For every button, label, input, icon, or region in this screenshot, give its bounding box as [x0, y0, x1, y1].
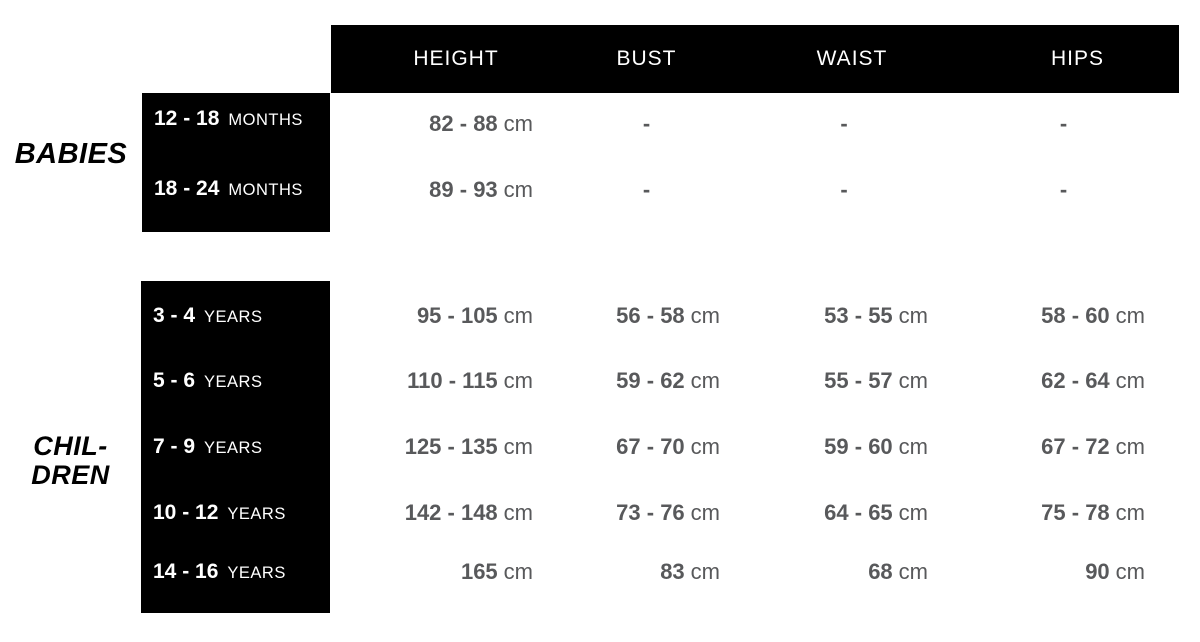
waist-value: - — [840, 111, 848, 136]
height-cell — [331, 107, 553, 141]
hips-unit: cm — [1115, 434, 1145, 459]
height-cell — [331, 555, 553, 589]
age-row-18-24-months — [154, 174, 328, 204]
waist-value: 55 - 57 — [824, 368, 893, 393]
bust-cell — [553, 107, 740, 141]
children-age-box — [141, 281, 330, 613]
bust-value: 83 — [660, 559, 685, 584]
waist-cell — [740, 173, 948, 207]
hips-unit: cm — [1115, 559, 1145, 584]
group-label-babies: BABIES — [14, 138, 128, 170]
bust-value: 56 - 58 — [616, 303, 685, 328]
age-row-7-9-years — [153, 432, 328, 462]
bust-cell — [553, 430, 740, 464]
age-unit: YEARS — [227, 505, 286, 523]
waist-unit: cm — [898, 303, 928, 328]
bust-cell — [553, 364, 740, 398]
waist-cell — [740, 430, 948, 464]
height-value: 142 - 148 — [404, 500, 498, 525]
age-range: 10 - 12 — [153, 501, 219, 524]
waist-cell — [740, 555, 948, 589]
bust-value: - — [642, 177, 651, 202]
height-unit: cm — [503, 303, 533, 328]
age-unit: YEARS — [204, 308, 263, 326]
hips-unit: cm — [1115, 303, 1145, 328]
height-unit: cm — [503, 434, 533, 459]
waist-value: 68 — [868, 559, 893, 584]
age-unit: MONTHS — [228, 181, 303, 199]
hips-cell — [948, 430, 1179, 464]
age-unit: MONTHS — [228, 111, 303, 129]
hips-value: - — [1059, 111, 1068, 136]
height-value: 125 - 135 — [404, 434, 498, 459]
waist-cell — [740, 299, 948, 333]
waist-unit: cm — [898, 434, 928, 459]
age-row-3-4-years — [153, 301, 328, 331]
age-unit: YEARS — [227, 564, 286, 582]
group-label-children — [0, 432, 141, 490]
age-range: 12 - 18 — [154, 107, 220, 130]
column-header-waist: WAIST — [816, 47, 888, 70]
age-unit: YEARS — [204, 373, 263, 391]
table-row-children-5-6 — [331, 364, 1179, 398]
age-row-5-6-years — [153, 366, 328, 396]
waist-value: 59 - 60 — [824, 434, 893, 459]
bust-cell — [553, 555, 740, 589]
group-label-children-line2: DREN — [31, 460, 110, 490]
height-cell — [331, 364, 553, 398]
waist-value: 64 - 65 — [824, 500, 893, 525]
height-value: 82 - 88 — [429, 111, 498, 136]
waist-unit: cm — [898, 368, 928, 393]
hips-value: 67 - 72 — [1041, 434, 1110, 459]
height-cell — [331, 496, 553, 530]
height-value: 95 - 105 — [416, 303, 498, 328]
height-cell — [331, 299, 553, 333]
age-range: 7 - 9 — [153, 435, 196, 458]
bust-unit: cm — [690, 434, 720, 459]
hips-value: 58 - 60 — [1041, 303, 1110, 328]
table-row-children-7-9 — [331, 430, 1179, 464]
table-row-children-3-4 — [331, 299, 1179, 333]
bust-value: 67 - 70 — [616, 434, 685, 459]
table-row-children-10-12 — [331, 496, 1179, 530]
group-label-children-line1: CHIL- — [33, 431, 108, 461]
hips-cell — [948, 496, 1179, 530]
column-header-hips: HIPS — [1050, 47, 1104, 70]
bust-unit: cm — [690, 559, 720, 584]
babies-age-box — [142, 93, 330, 232]
waist-unit: cm — [898, 559, 928, 584]
waist-cell — [740, 364, 948, 398]
bust-cell — [553, 173, 740, 207]
waist-value: - — [840, 177, 848, 202]
height-value: 89 - 93 — [429, 177, 498, 202]
bust-cell — [553, 299, 740, 333]
height-cell — [331, 430, 553, 464]
hips-value: 62 - 64 — [1041, 368, 1110, 393]
height-unit: cm — [503, 500, 533, 525]
age-range: 5 - 6 — [153, 369, 196, 392]
hips-value: - — [1059, 177, 1068, 202]
height-unit: cm — [503, 111, 533, 136]
hips-value: 75 - 78 — [1041, 500, 1110, 525]
height-cell — [331, 173, 553, 207]
age-range: 3 - 4 — [153, 304, 196, 327]
bust-unit: cm — [690, 368, 720, 393]
column-header-height: HEIGHT — [413, 47, 499, 70]
hips-value: 90 — [1085, 559, 1110, 584]
bust-unit: cm — [690, 303, 720, 328]
waist-cell — [740, 107, 948, 141]
hips-cell — [948, 555, 1179, 589]
hips-unit: cm — [1115, 368, 1145, 393]
hips-cell — [948, 299, 1179, 333]
height-unit: cm — [503, 177, 533, 202]
age-row-10-12-years — [153, 498, 328, 528]
height-value: 110 - 115 — [407, 368, 498, 393]
waist-value: 53 - 55 — [824, 303, 893, 328]
height-unit: cm — [503, 559, 533, 584]
hips-cell — [948, 173, 1179, 207]
height-unit: cm — [503, 368, 533, 393]
waist-unit: cm — [898, 500, 928, 525]
table-row-babies-12-18 — [331, 107, 1179, 141]
age-unit: YEARS — [204, 439, 263, 457]
age-range: 18 - 24 — [154, 177, 220, 200]
hips-cell — [948, 107, 1179, 141]
bust-value: 59 - 62 — [616, 368, 685, 393]
hips-unit: cm — [1115, 500, 1145, 525]
bust-value: - — [642, 111, 651, 136]
age-row-12-18-months — [154, 104, 328, 134]
table-row-babies-18-24 — [331, 173, 1179, 207]
column-header-bar — [331, 25, 1179, 93]
bust-cell — [553, 496, 740, 530]
bust-value: 73 - 76 — [616, 500, 685, 525]
bust-unit: cm — [690, 500, 720, 525]
column-header-bust: BUST — [616, 47, 677, 70]
height-value: 165 — [460, 559, 498, 584]
age-row-14-16-years — [153, 557, 328, 587]
hips-cell — [948, 364, 1179, 398]
waist-cell — [740, 496, 948, 530]
table-row-children-14-16 — [331, 555, 1179, 589]
age-range: 14 - 16 — [153, 560, 219, 583]
